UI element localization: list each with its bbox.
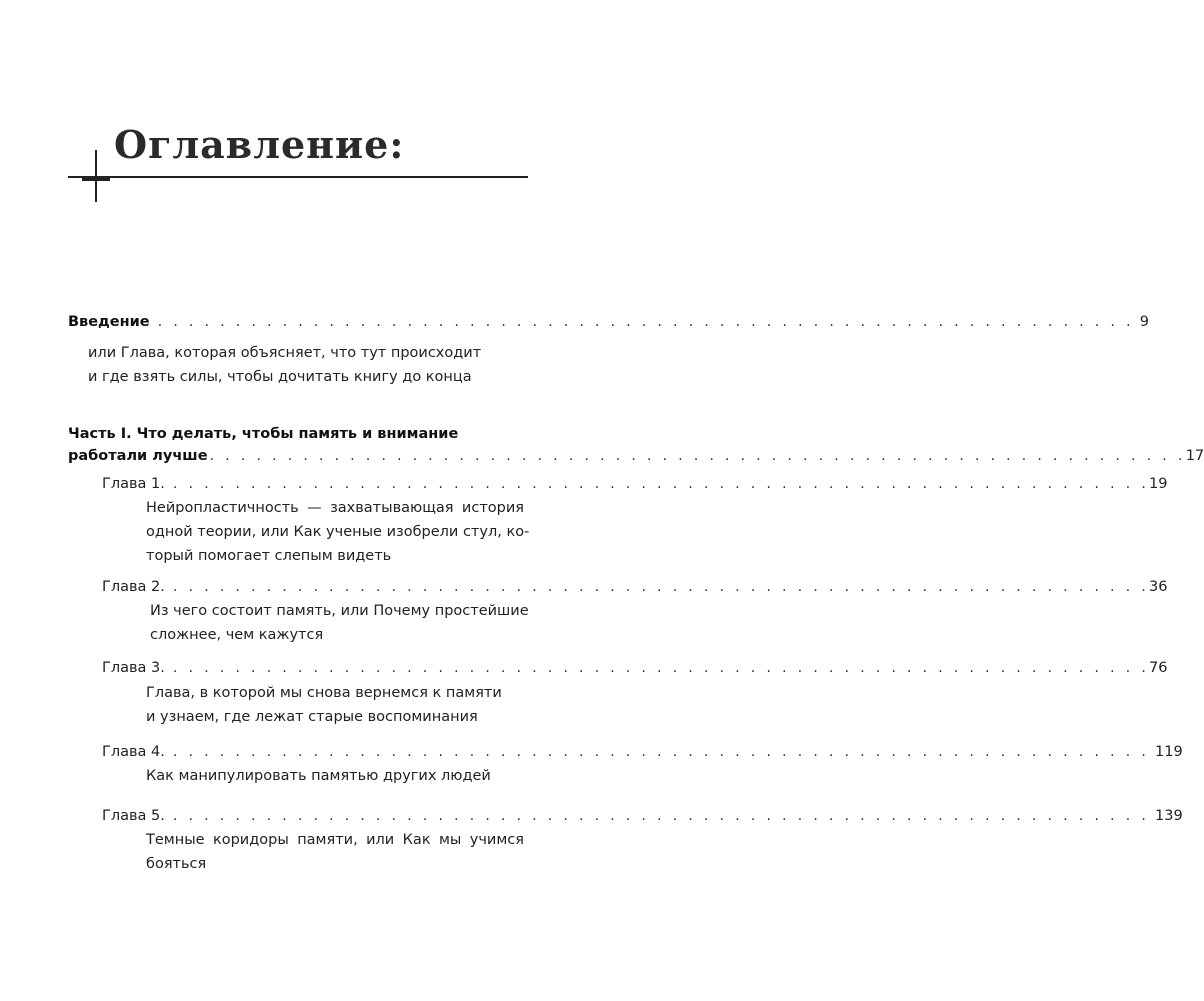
intro-label: Введение	[68, 314, 150, 330]
description-line: Как манипулировать памятью других людей	[146, 768, 491, 784]
title-rule	[68, 176, 528, 178]
intro-description	[88, 341, 481, 389]
part1-title-line1[interactable]: Часть I. Что делать, чтобы память и внимание	[68, 426, 459, 442]
toc-entry-chapter-1[interactable]	[102, 474, 1168, 494]
dot-leader: . . . . . . . . . . . . . . . . . . . . . . . . . . . . . . . . . . . . . . . . . . . . . . . . . . . . . . . . . . . . . . .	[172, 744, 1150, 760]
description-line: Нейропластичность — захватывающая история	[146, 500, 524, 516]
dot-leader: . . . . . . . . . . . . . . . . . . . . . . . . . . . . . . . . . . . . . . . . . . . . . . . . . . . . . . . . . . . . . . .	[172, 579, 1150, 595]
description-line: Глава, в которой мы снова вернемся к памяти	[146, 685, 502, 701]
dot-leader: . . . . . . . . . . . . . . . . . . . . . . . . . . . . . . . . . . . . . . . . . . . . . . . . . . . . . . . . . . . . . . .	[172, 660, 1150, 676]
description-line: бояться	[146, 856, 207, 872]
description-line: одной теории, или Как ученые изобрели стул, ко-	[146, 524, 530, 540]
chapter-3-description	[146, 681, 502, 729]
chapter-1-description	[146, 496, 530, 568]
crosshair-mark-horizontal	[82, 176, 110, 181]
description-line: Из чего состоит память, или Почему простейшие	[150, 603, 529, 619]
toc-entry-chapter-2[interactable]	[102, 577, 1168, 597]
chapter-page: 36	[1149, 579, 1168, 595]
toc-entry-intro[interactable]	[68, 312, 1150, 332]
toc-entry-part1[interactable]	[68, 446, 1204, 466]
part1-title-line2: работали лучше	[68, 448, 208, 464]
description-line: или Глава, которая объясняет, что тут происходит	[88, 345, 482, 361]
description-line: и где взять силы, чтобы дочитать книгу до конца	[88, 369, 472, 385]
chapter-label: Глава 4.	[102, 744, 165, 760]
dot-leader: . . . . . . . . . . . . . . . . . . . . . . . . . . . . . . . . . . . . . . . . . . . . . . . . . . . . . . . . . . . . . . .	[172, 476, 1150, 492]
intro-page: 9	[1139, 314, 1150, 330]
page-title: Оглавление:	[114, 122, 405, 167]
description-line: и узнаем, где лежат старые воспоминания	[146, 709, 478, 725]
toc-entry-chapter-4[interactable]	[102, 742, 1183, 762]
dot-leader: . . . . . . . . . . . . . . . . . . . . . . . . . . . . . . . . . . . . . . . . . . . . . . . . . . . . . . . . . . . . . . .	[209, 448, 1186, 464]
chapter-label: Глава 3.	[102, 660, 165, 676]
chapter-page: 19	[1149, 476, 1168, 492]
description-line: торый помогает слепым видеть	[146, 548, 392, 564]
chapter-page: 76	[1149, 660, 1168, 676]
description-line: Темные коридоры памяти, или Как мы учимся	[146, 832, 524, 848]
toc-entry-chapter-3[interactable]	[102, 658, 1168, 678]
chapter-5-description	[146, 828, 524, 876]
chapter-2-description	[150, 599, 529, 647]
chapter-label: Глава 2.	[102, 579, 165, 595]
toc-entry-chapter-5[interactable]	[102, 806, 1183, 826]
chapter-label: Глава 5.	[102, 808, 165, 824]
chapter-label: Глава 1.	[102, 476, 165, 492]
chapter-page: 119	[1155, 744, 1183, 760]
description-line: сложнее, чем кажутся	[150, 627, 324, 643]
dot-leader: . . . . . . . . . . . . . . . . . . . . . . . . . . . . . . . . . . . . . . . . . . . . . . . . . . . . . . . . . . . . . . .	[172, 808, 1150, 824]
chapter-4-description	[146, 764, 491, 788]
dot-leader: . . . . . . . . . . . . . . . . . . . . . . . . . . . . . . . . . . . . . . . . . . . . . . . . . . . . . . . . . . . . . . .	[157, 314, 1134, 330]
chapter-page: 139	[1155, 808, 1183, 824]
part1-page: 17	[1185, 448, 1204, 464]
